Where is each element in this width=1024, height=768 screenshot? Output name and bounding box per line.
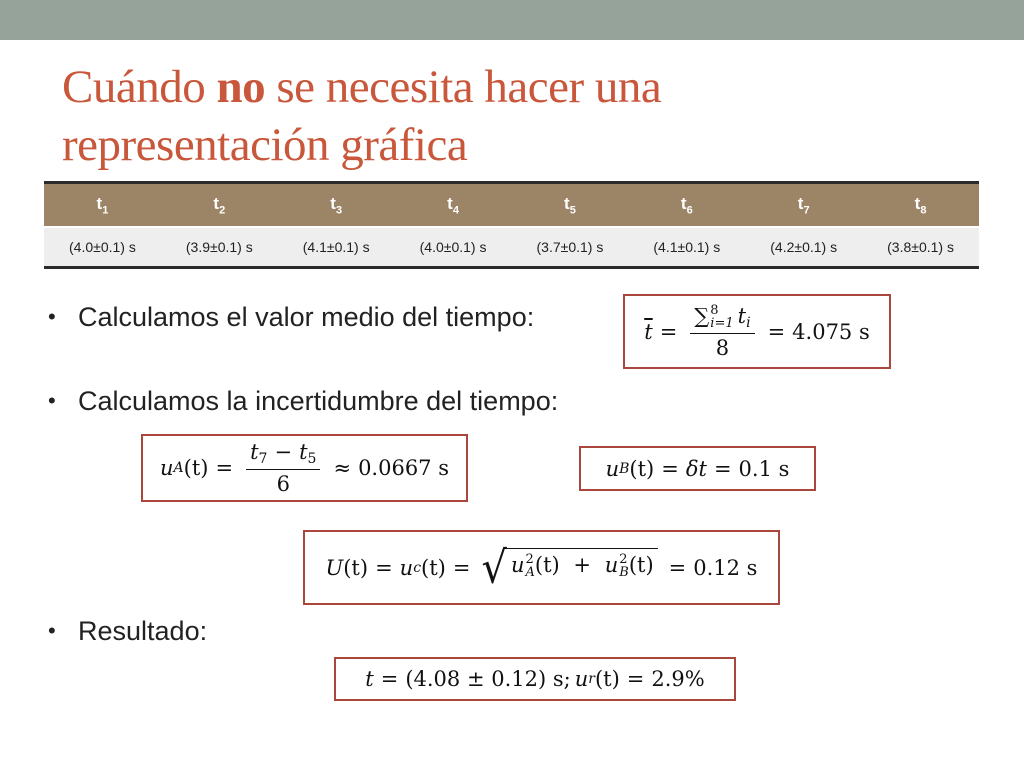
equation-result: t = (4.08 ± 0.12) s; u r (t) = 2.9%: [334, 657, 736, 701]
bullet-dot: •: [48, 304, 56, 329]
title-line-1: [62, 58, 982, 116]
bullet-result: [48, 616, 207, 647]
table-cell: (4.2±0.1) s: [745, 227, 862, 268]
table-header-row: [44, 183, 979, 228]
slide-title: [62, 58, 982, 174]
table-cell: (3.8±0.1) s: [862, 227, 979, 268]
table-cell: (3.7±0.1) s: [512, 227, 629, 268]
table-header-t4: $t_4$: [395, 183, 512, 228]
title-line-2: representación gráfica: [62, 119, 468, 171]
title-text-bold: no: [216, 61, 266, 113]
times-table: [44, 181, 979, 269]
bullet-dot: •: [48, 388, 56, 413]
equation-combined-uncertainty: U (t) = u c (t) = √ u 2 A (t) + u 2 B (t) = 0.12 s: [303, 530, 780, 605]
table-cell: (4.1±0.1) s: [278, 227, 395, 268]
table-cell: (4.1±0.1) s: [628, 227, 745, 268]
table-header-t3: $t_3$: [278, 183, 395, 228]
bullet-dot: •: [48, 618, 56, 643]
title-text-post: se necesita hacer una: [265, 61, 662, 113]
title-text-pre: Cuándo: [62, 61, 217, 113]
bullet-uncertainty: [48, 386, 558, 417]
table-header-t7: $t_7$: [745, 183, 862, 228]
square-root: √ u 2 A (t) + u 2 B (t): [481, 548, 657, 588]
bullet-mean: [48, 302, 534, 333]
table-cell: (4.0±0.1) s: [44, 227, 161, 268]
table-header-t2: $t_2$: [161, 183, 278, 228]
table-header-t1: $t_1$: [44, 183, 161, 228]
table-row: [44, 227, 979, 268]
table-header-t5: $t_5$: [512, 183, 629, 228]
bullet-result-text: Resultado:: [78, 616, 208, 646]
bullet-mean-text: Calculamos el valor medio del tiempo:: [78, 302, 535, 332]
equation-ua: u A (t) = $\frac{t_7 - t_5}{6}$ ≈ 0.0667 s: [141, 434, 468, 502]
table-cell: (4.0±0.1) s: [395, 227, 512, 268]
bullet-uncertainty-text: Calculamos la incertidumbre del tiempo:: [78, 386, 559, 416]
table-header-t8: $t_8$: [862, 183, 979, 228]
table-cell: (3.9±0.1) s: [161, 227, 278, 268]
equation-ub: u B (t) = δt = 0.1 s: [579, 446, 816, 491]
top-accent-bar: [0, 0, 1024, 40]
equation-mean: $\overline{t}$ = ∑ 8 i=1 $t_i$ 8 = 4.075 s: [623, 294, 891, 369]
table-header-t6: $t_6$: [628, 183, 745, 228]
